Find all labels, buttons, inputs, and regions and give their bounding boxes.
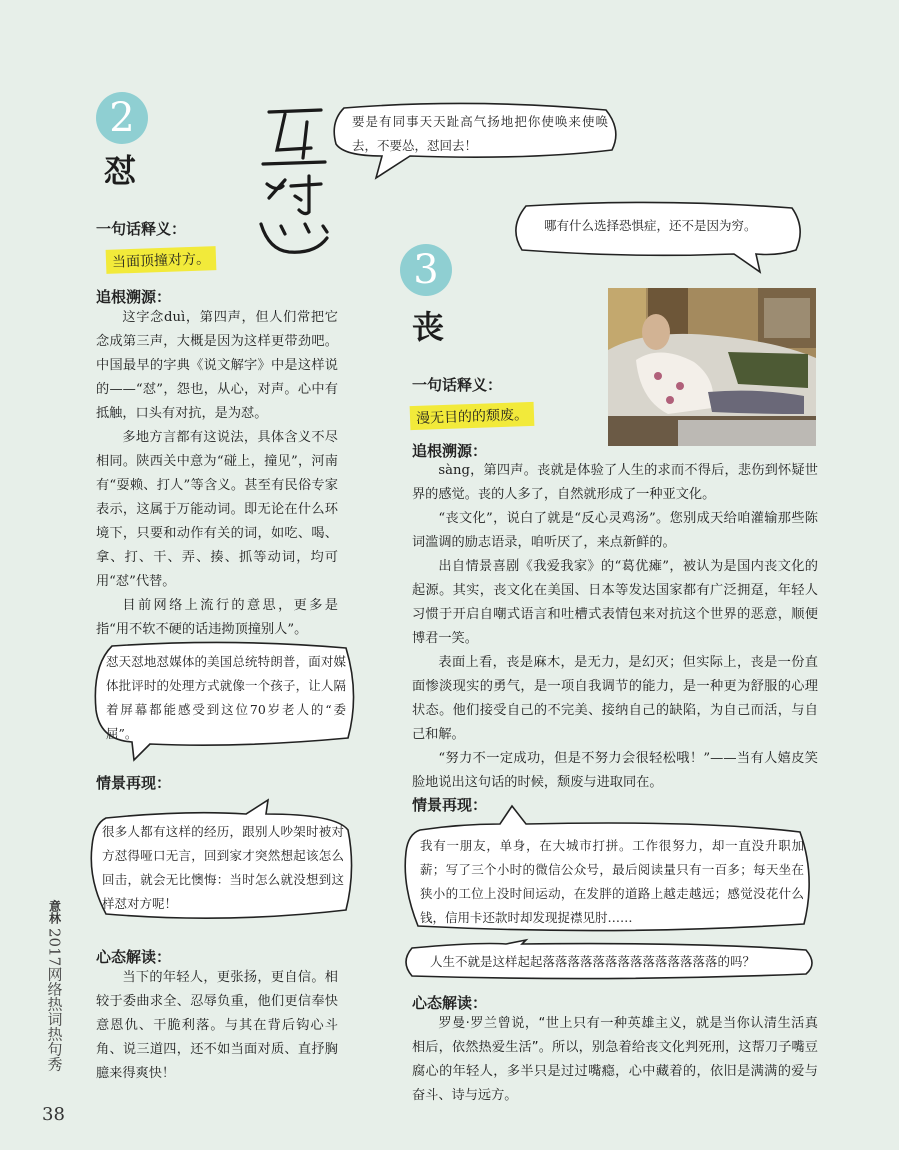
section-2-mind-heading: 心态解读： [96,948,172,966]
section-3-origin-paragraph: sàng，第四声。丧就是体验了人生的求而不得后，悲伤到怀疑世界的感觉。丧的人多了，自然就形成了一种亚文化。 [412,463,818,502]
section-2-one-liner-highlight: 当面顶撞对方。 [106,246,217,274]
section-2-title: 怼 [104,152,137,190]
section-2-mind-text: 当下的年轻人，更张扬，更自信。相较于委曲求全、忍辱负重，他们更信奉快意恩仇、干脆利落。与其在背后钩心斗角、说三道四，还不如当面对质、直抒胸臆来得爽快！ [96,970,338,1081]
section-2-scene-heading: 情景再现： [96,774,172,792]
speech-bubble-scene-right-text: 我有一朋友，单身，在大城市打拼。工作很努力，却一直没升职加薪；写了三个小时的微信公众号，最后阅读量只有一百多；每天坐在狭小的工位上没时间运动，在发胖的道路上越走越远；感觉没花什么钱，信用卡还款时却发现捉襟见肘…… [420,838,804,925]
speech-bubble-bottom-right-text: 人生不就是这样起起落落落落落落落落落落落落落落的吗？ [430,954,756,969]
section-3-scene-heading: 情景再现： [412,796,488,814]
section-3-origin-paragraph: 表面上看，丧是麻木，是无力，是幻灭；但实际上，丧是一份直面惨淡现实的勇气，是一项自我调节的能力，是一种更为舒服的心理状态。他们接受自己的不完美、接纳自己的缺陷，为自己而活，与自己和解。 [412,655,818,742]
section-3-origin-paragraph: “丧文化”，说白了就是“反心灵鸡汤”。您别成天给咱灌输那些陈词滥调的励志语录，咱听厌了，来点新鲜的。 [412,511,818,550]
sidebar-brand: 意林 [47,900,62,924]
section-3-one-liner-heading: 一句话释义： [412,376,503,394]
page-sidebar [40,900,70,1100]
handwritten-hudui-drawing [255,100,335,260]
section-3-origin-paragraph: 出自情景喜剧《我爱我家》的“葛优瘫”，被认为是国内丧文化的起源。其实，丧文化在美国、日本等发达国家都有广泛拥趸，年轻人习惯于开启自嘲式语言和吐槽式表情包来对抗这个世界的恶意，顺便博君一笑。 [412,559,818,646]
sidebar-column-title: 2017网络热词热句秀 [45,928,64,1072]
section-3-mind-text: 罗曼·罗兰曾说，“世上只有一种英雄主义，就是当你认清生活真相后，依然热爱生活”。所以，别急着给丧文化判死刑，这帮刀子嘴豆腐心的年轻人，多半只是过过嘴瘾，心中藏着的，依旧是满满的爱与奋斗、诗与远方。 [412,1016,818,1103]
section-3-title: 丧 [412,308,445,346]
page-number: 38 [42,1104,65,1125]
speech-bubble-top-left [330,100,620,180]
section-3-origin-heading: 追根溯源： [412,442,488,460]
speech-bubble-scene-left-text: 很多人都有这样的经历，跟别人吵架时被对方怼得哑口无言，回到家才突然想起该怎么回击，就会无比懊悔：当时怎么就没想到这样怼对方呢！ [102,824,344,911]
section-3-mind-body [412,1012,818,1108]
speech-bubble-scene-left [86,800,356,922]
speech-bubble-trump-text: 怼天怼地怼媒体的美国总统特朗普，面对媒体批评时的处理方式就像一个孩子，让人隔着屏幕都能感受到这位70岁老人的“委屈”。 [106,654,346,741]
photo-reclining-man-illustration [608,288,816,446]
section-3-origin-paragraph: “努力不一定成功，但是不努力会很轻松哦！”——当有人嬉皮笑脸地说出这句话的时候，颓废与进取同在。 [412,751,818,790]
speech-bubble-top-right [508,200,808,274]
section-2-one-liner-heading: 一句话释义： [96,220,187,238]
section-3-number-badge [400,244,452,296]
section-2-origin-heading: 追根溯源： [96,288,172,306]
section-3-mind-heading: 心态解读： [412,994,488,1012]
section-2-origin-body [96,306,338,642]
speech-bubble-top-left-text: 要是有同事天天趾高气扬地把你使唤来使唤去，不要怂，怼回去！ [352,114,608,153]
section-2-origin-paragraph: 多地方言都有这说法，具体含义不尽相同。陕西关中意为“碰上，撞见”，河南有“耍赖、打人”等含义。甚至有民俗专家表示，这属于万能动词。即无论在什么环境下，只要和动作有关的词，如吃、喝、拿、打、干、弄、揍、抓等动词，均可用“怼”代替。 [96,430,338,589]
section-3-number: 3 [413,247,439,293]
section-2-mind-body [96,966,338,1086]
speech-bubble-scene-right [400,806,816,936]
section-2-origin-paragraph: 目前网络上流行的意思，更多是指“用不软不硬的话违拗顶撞别人”。 [96,598,338,637]
section-2-number-badge [96,92,148,144]
photo-reclining-man [608,288,816,446]
speech-bubble-top-right-text: 哪有什么选择恐惧症，还不是因为穷。 [544,218,757,233]
section-3-one-liner-highlight: 漫无目的的颓废。 [410,402,535,430]
section-2-number: 2 [109,95,135,141]
section-3-origin-body [412,459,818,795]
speech-bubble-bottom-right [398,940,818,984]
section-2-origin-paragraph: 这字念duì，第四声，但人们常把它念成第三声，大概是因为这样更带劲吧。中国最早的字典《说文解字》中是这样说的——“怼”，怨也，从心，对声。心中有抵触，口头有对抗，是为怼。 [96,310,338,421]
handwritten-title-graphic [255,100,335,260]
speech-bubble-trump [90,640,360,760]
